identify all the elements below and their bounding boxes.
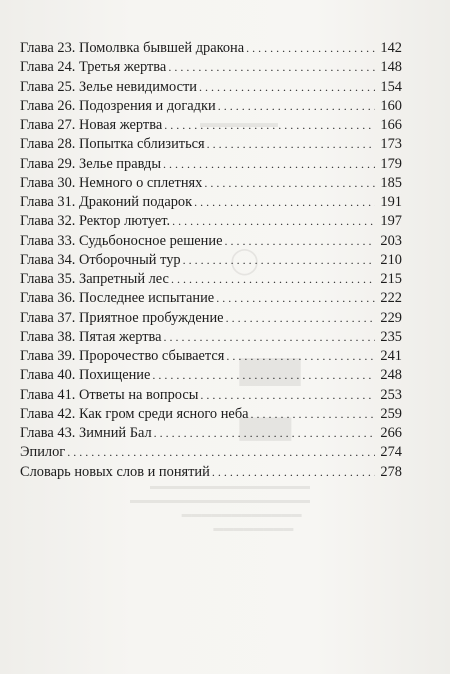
toc-entry (20, 251, 402, 270)
toc-entry-page-number: 229 (380, 309, 402, 326)
dot-leader (224, 232, 375, 251)
toc-entry-title: Глава 28. Попытка сблизиться (20, 136, 205, 153)
toc-entry (20, 155, 402, 174)
toc-entry-page-number: 173 (380, 136, 402, 153)
toc-entry-title: Глава 41. Ответы на вопросы (20, 386, 199, 403)
toc-entry-page-number: 210 (380, 251, 402, 268)
toc-entry (20, 289, 402, 308)
bleed-through-block: ▬▬▬▬▬▬ (200, 115, 278, 130)
dot-leader (199, 78, 375, 97)
toc-entry-title: Глава 33. Судьбоносное решение (20, 232, 223, 249)
toc-entry-page-number: 179 (380, 155, 402, 172)
toc-entry-title: Глава 42. Как гром среди ясного неба (20, 405, 249, 422)
toc-entry-page-number: 185 (380, 174, 402, 191)
dot-leader (218, 97, 375, 116)
dot-leader (164, 328, 376, 347)
toc-entry-page-number: 241 (380, 348, 402, 364)
bleed-through-block: ▇▇▇ (240, 415, 291, 440)
toc-entry-title: Глава 26. Подозрения и догадки (20, 97, 216, 114)
dot-leader (172, 212, 375, 231)
dot-leader (163, 155, 375, 174)
dot-leader (246, 39, 375, 58)
toc-entry (20, 116, 402, 135)
toc-entry-page-number: 148 (380, 59, 402, 76)
toc-entry (20, 443, 402, 462)
toc-entry-title: Глава 24. Третья жертва (20, 59, 167, 76)
toc-entry (20, 78, 402, 97)
toc-entry (20, 366, 402, 385)
dot-leader (216, 289, 375, 308)
toc-entry (20, 97, 402, 116)
toc-entry-page-number: 253 (380, 386, 402, 403)
toc-entry (20, 58, 402, 77)
toc-entry-page-number: 235 (380, 328, 402, 345)
toc-entry-title: Глава 32. Ректор лютует. (20, 213, 171, 230)
toc-entry (20, 347, 402, 366)
dot-leader (204, 174, 375, 193)
toc-entry-page-number: 222 (380, 290, 402, 307)
toc-entry-page-number: 197 (380, 213, 402, 230)
toc-entry-page-number: 266 (380, 425, 402, 441)
toc-entry (20, 270, 402, 289)
dot-leader (154, 424, 375, 443)
dot-leader (171, 270, 375, 289)
bleed-through-block: ▬▬▬▬▬▬▬▬▬▬▬▬▬▬▬▬ ▬▬▬▬▬▬▬▬▬▬▬▬▬▬▬▬▬▬ ▬▬▬▬▬▬▬▬▬▬▬▬ ▬▬▬▬▬▬▬▬ (130, 481, 310, 534)
toc-entry-page-number: 160 (380, 97, 402, 114)
dot-leader (67, 443, 375, 462)
toc-entry-title: Глава 29. Зелье правды (20, 155, 162, 172)
toc-entry-title: Глава 25. Зелье невидимости (20, 78, 197, 95)
dot-leader (168, 58, 375, 77)
toc-entry-title: Глава 37. Приятное пробуждение (20, 309, 224, 326)
dot-leader (152, 366, 375, 385)
toc-entry-title: Эпилог (20, 444, 66, 461)
dot-leader (212, 463, 375, 482)
dot-leader (183, 251, 375, 270)
toc-entry-page-number: 203 (380, 232, 402, 249)
toc-entry-page-number: 248 (380, 367, 402, 384)
toc-entry-title: Глава 38. Пятая жертва (20, 328, 162, 345)
toc-entry-page-number: 259 (380, 405, 402, 422)
toc-entry-page-number: 166 (380, 117, 402, 133)
toc-entry (20, 424, 402, 443)
toc-entry-title: Глава 27. Новая жертва (20, 117, 163, 133)
dot-leader (226, 347, 375, 366)
toc-entry-title: Словарь новых слов и понятий (20, 463, 210, 480)
toc-entry (20, 39, 402, 58)
toc-entry-title: Глава 31. Драконий подарок (20, 194, 193, 210)
table-of-contents (20, 39, 402, 482)
toc-entry (20, 309, 402, 328)
dot-leader (207, 135, 375, 154)
dot-leader (251, 405, 375, 424)
toc-entry-page-number: 191 (380, 194, 402, 210)
toc-entry-title: Глава 39. Пророчество сбывается (20, 348, 225, 364)
toc-entry-title: Глава 43. Зимний Бал (20, 425, 152, 441)
dot-leader (226, 309, 375, 328)
toc-entry-title: Глава 36. Последнее испытание (20, 290, 215, 307)
toc-entry-title: Глава 23. Помолвка бывшей дракона (20, 40, 245, 56)
toc-entry (20, 212, 402, 231)
toc-entry (20, 232, 402, 251)
toc-entry-title: Глава 40. Похищение (20, 367, 151, 384)
toc-entry (20, 463, 402, 482)
toc-entry-page-number: 274 (380, 444, 402, 461)
toc-entry-page-number: 154 (380, 78, 402, 95)
toc-entry-page-number: 142 (380, 40, 402, 56)
toc-entry (20, 193, 402, 212)
toc-entry (20, 328, 402, 347)
toc-entry (20, 405, 402, 424)
toc-entry (20, 135, 402, 154)
toc-entry (20, 386, 402, 405)
bleed-through-block: ▇▇▇ (240, 355, 300, 385)
bleed-through-block: ◯ (230, 245, 260, 275)
dot-leader (200, 386, 375, 405)
toc-entry-title: Глава 30. Немного о сплетнях (20, 174, 203, 191)
toc-entry-page-number: 278 (380, 463, 402, 480)
toc-entry-title: Глава 35. Запретный лес (20, 271, 169, 287)
dot-leader (164, 116, 375, 135)
dot-leader (194, 193, 375, 212)
toc-entry (20, 174, 402, 193)
toc-entry-page-number: 215 (380, 271, 402, 287)
toc-entry-title: Глава 34. Отборочный тур (20, 251, 181, 268)
